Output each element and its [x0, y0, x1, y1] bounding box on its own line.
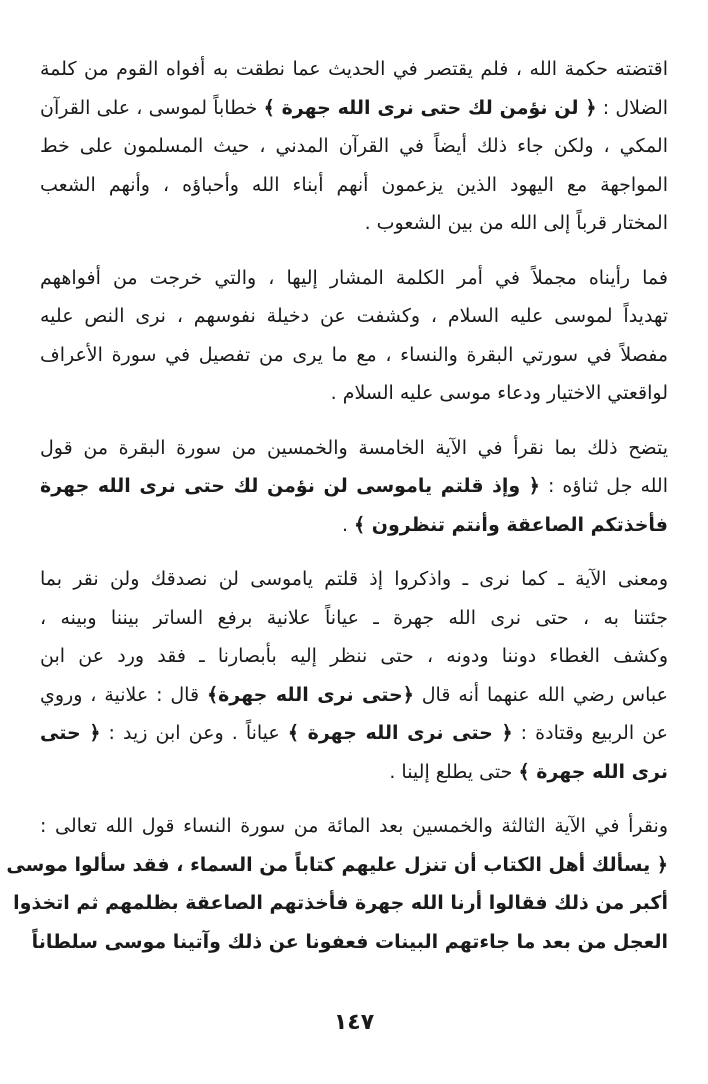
text-segment: قال : علانية ، وروي — [40, 683, 207, 706]
quran-quote: فأخذتكم الصاعقة وأنتم تنظرون ﴾ — [354, 513, 668, 536]
text-segment: عباس رضي الله عنهما أنه قال — [413, 683, 668, 706]
text-line — [40, 599, 668, 638]
paragraph — [40, 429, 668, 545]
quran-quote: ﴿ حتى — [40, 722, 101, 744]
page-number: ١٤٧ — [333, 1010, 375, 1035]
text-segment: لواقعتي الاختيار ودعاء موسى عليه السلام . — [330, 382, 668, 404]
text-segment: المواجهة مع اليهود الذين يزعمون أنهم أبناء الله وأحباؤه ، وأنهم الشعب — [40, 173, 668, 196]
text-line — [6, 846, 668, 885]
text-segment: تهديداً لموسى عليه السلام ، وكشفت عن دخيلة نفوسهم ، نرى النص عليه — [40, 305, 668, 327]
text-segment: جئتنا به ، حتى نرى الله جهرة ـ عياناً علانية برفع الساتر بيننا وبينه ، — [40, 606, 668, 629]
text-segment: عن الربيع وقتادة : — [512, 722, 669, 744]
text-segment: حتى يطلع إلينا . — [389, 760, 519, 783]
text-segment: المختار قرباً إلى الله من بين الشعوب . — [364, 212, 668, 234]
text-segment: وكشف الغطاء دوننا ودونه ، حتى ننظر إليه بأبصارنا ـ فقد ورد عن ابن — [40, 645, 668, 667]
text-line — [40, 336, 668, 375]
quran-quote: ﴿ حتى نرى الله جهرة ﴾ — [287, 722, 513, 744]
text-line — [40, 89, 668, 128]
text-segment: خطاباً لموسى ، على القرآن — [40, 96, 264, 119]
text-segment: يتضح ذلك بما نقرأ في الآية الخامسة والخمسين من سورة البقرة من قول — [40, 436, 668, 459]
text-segment: . — [341, 513, 355, 536]
paragraph — [40, 560, 668, 791]
text-line — [40, 297, 668, 336]
paragraph — [6, 807, 668, 961]
text-line — [40, 166, 668, 205]
text-line — [40, 714, 668, 753]
paragraph — [40, 50, 668, 243]
text-segment: الله جل ثناؤه : — [539, 475, 668, 497]
text-line — [40, 127, 668, 166]
quran-quote: ﴿حتى نرى الله جهرة﴾ — [206, 683, 414, 706]
text-line — [40, 676, 668, 715]
text-line — [40, 467, 668, 506]
text-line — [40, 204, 668, 243]
text-line — [40, 560, 668, 599]
text-line — [40, 506, 668, 545]
text-line — [31, 923, 668, 962]
quran-quote: ﴿ وإذ قلتم ياموسى لن نؤمن لك حتى نرى الله جهرة — [40, 475, 540, 497]
paragraph — [40, 259, 668, 413]
text-line — [40, 259, 668, 298]
text-segment: فما رأيناه مجملاً في أمر الكلمة المشار إليها ، والتي خرجت من أفواههم — [40, 266, 668, 289]
text-line — [40, 637, 668, 676]
text-line — [13, 884, 668, 923]
text-segment: مفصلاً في سورتي البقرة والنساء ، مع ما يرى من تفصيل في سورة الأعراف — [40, 343, 668, 366]
text-line — [40, 374, 668, 413]
text-segment: المكي ، ولكن جاء ذلك أيضاً في القرآن المدني ، حيث المسلمون على خط — [40, 135, 668, 157]
quran-quote: نرى الله جهرة ﴾ — [518, 760, 668, 783]
page-body — [6, 50, 669, 1084]
text-line — [40, 50, 668, 89]
quran-quote: العجل من بعد ما جاءتهم البينات فعفونا عن ذلك وآتينا موسى سلطاناً — [31, 930, 668, 953]
text-segment: عياناً . وعن ابن زيد : — [100, 722, 288, 744]
text-line — [40, 753, 668, 792]
text-line — [40, 807, 668, 846]
quran-quote: ﴿ لن نؤمن لك حتى نرى الله جهرة ﴾ — [263, 96, 597, 119]
quran-quote: ﴿ يسألك أهل الكتاب أن تنزل عليهم كتاباً من السماء ، فقد سألوا موسى — [6, 853, 668, 876]
text-segment: ومعنى الآية ـ كما نرى ـ واذكروا إذ قلتم ياموسى لن نصدقك ولن نقر بما — [40, 568, 668, 590]
text-line — [40, 429, 668, 468]
text-segment: ونقرأ في الآية الثالثة والخمسين بعد المائة من سورة النساء قول الله تعالى : — [40, 815, 668, 837]
text-segment: الضلال : — [596, 96, 669, 119]
quran-quote: أكبر من ذلك فقالوا أرنا الله جهرة فأخذتهم الصاعقة بظلمهم ثم اتخذوا — [13, 892, 668, 914]
text-segment: اقتضته حكمة الله ، فلم يقتصر في الحديث عما نطقت به أفواه القوم من كلمة — [40, 58, 668, 80]
